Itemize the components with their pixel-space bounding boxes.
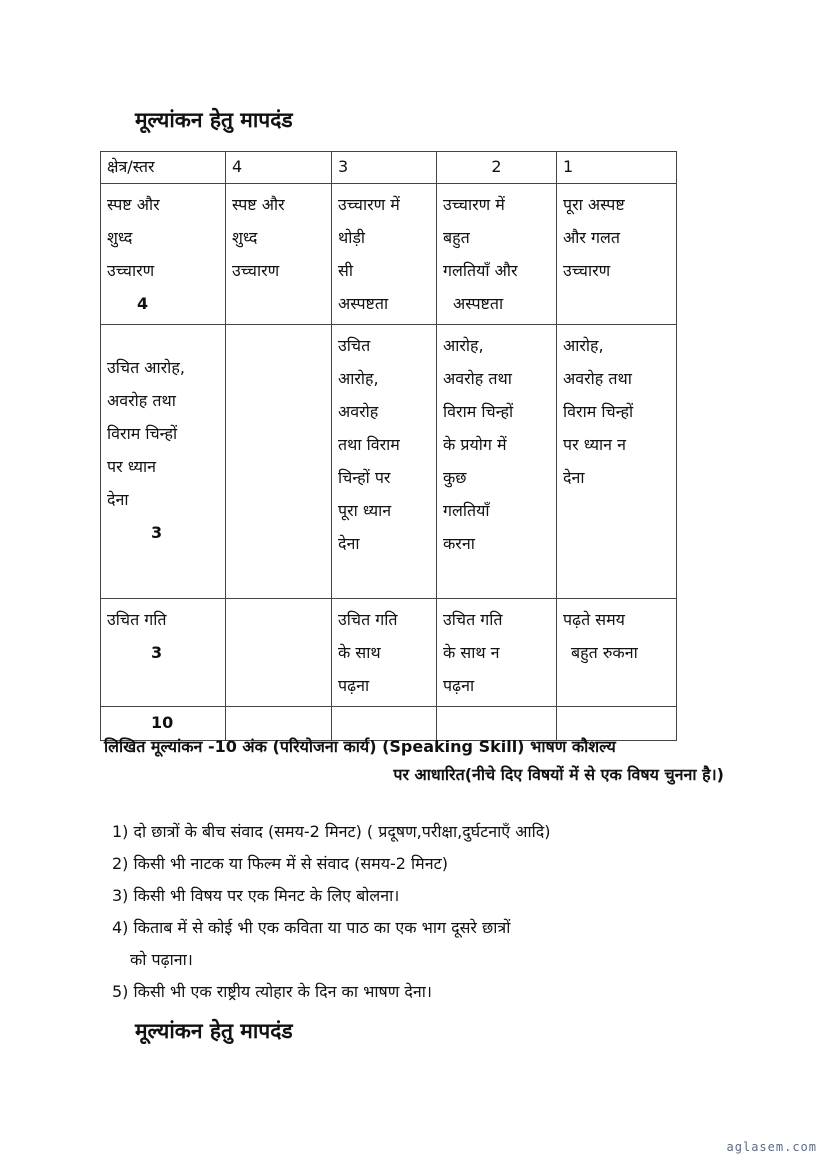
table-row [101, 599, 677, 707]
criterion-cell [101, 184, 226, 325]
list-item [112, 848, 722, 880]
table-header-row [101, 152, 677, 184]
level-2-cell [437, 184, 557, 325]
cell-line: शुध्द [107, 228, 133, 247]
cell-line: तथा विराम [338, 435, 400, 454]
list-number: 2) [112, 854, 129, 873]
cell-line: आरोह, [443, 336, 484, 355]
level-1-cell [557, 599, 677, 707]
cell-line: उच्चारण में [338, 195, 400, 214]
cell-line: के साथ न [443, 643, 500, 662]
cell-line: उचित गति [338, 610, 398, 629]
cell-line: के प्रयोग में [443, 435, 507, 454]
cell-line: गलतियाँ और [443, 261, 518, 280]
cell-line: उच्चारण [232, 261, 280, 280]
level-3-cell [332, 184, 437, 325]
level-3-cell [332, 325, 437, 599]
list-number: 3) [112, 886, 129, 905]
level-4-cell [226, 325, 332, 599]
header-cell: 3 [332, 152, 437, 184]
evaluation-criteria-table [100, 151, 677, 741]
cell-line: गलतियाँ [443, 501, 490, 520]
watermark: aglasem.com [726, 1140, 817, 1154]
cell-line: पूरा ध्यान [338, 501, 392, 520]
cell-line: देना [338, 534, 360, 553]
cell-line: पढ़ना [338, 676, 370, 695]
cell-line: विराम चिन्हों [563, 402, 634, 421]
cell-line: देना [107, 490, 129, 509]
level-2-cell [437, 599, 557, 707]
table-row [101, 325, 677, 599]
cell-line: स्पष्ट और [107, 195, 160, 214]
topics-list [112, 816, 722, 1008]
list-item [112, 880, 722, 912]
list-text: किसी भी एक राष्ट्रीय त्योहार के दिन का भाषण देना। [133, 982, 432, 1001]
cell-line: करना [443, 534, 475, 553]
cell-line: विराम चिन्हों [107, 424, 178, 443]
header-cell: 4 [226, 152, 332, 184]
cell-line: उचित गति [443, 610, 503, 629]
cell-line: उचित [338, 336, 371, 355]
cell-line: उच्चारण [563, 261, 611, 280]
cell-line: अवरोह तथा [107, 391, 176, 410]
cell-line: और गलत [563, 228, 620, 247]
cell-line: बहुत [443, 228, 470, 247]
written-evaluation-paragraph [104, 733, 724, 789]
criterion-marks: 4 [137, 294, 149, 313]
list-number: 1) [112, 822, 129, 841]
level-2-cell [437, 325, 557, 599]
cell-line: उच्चारण में [443, 195, 505, 214]
cell-line: सी [338, 261, 353, 280]
level-1-cell [557, 325, 677, 599]
table-row [101, 184, 677, 325]
cell-line: पढ़ते समय [563, 610, 625, 629]
paragraph-line-1: लिखित मूल्यांकन -10 अंक (परियोजना कार्य) (Speaking Skill) भाषण कौशल्य [104, 737, 616, 756]
cell-line: के साथ [338, 643, 381, 662]
cell-line: अवरोह तथा [443, 369, 512, 388]
list-text: किताब में से कोई भी एक कविता या पाठ का एक भाग दूसरे छात्रों [133, 918, 511, 937]
cell-line: अस्पष्टता [338, 294, 389, 313]
cell-line: शुध्द [232, 228, 258, 247]
cell-line: कुछ [443, 468, 467, 487]
criterion-marks: 3 [151, 643, 163, 662]
list-text-continued: को पढ़ाना। [130, 950, 193, 969]
cell-line: उचित आरोह, [107, 358, 185, 377]
criterion-cell [101, 599, 226, 707]
cell-line: स्पष्ट और [232, 195, 285, 214]
cell-line: पर ध्यान न [563, 435, 627, 454]
list-number: 5) [112, 982, 129, 1001]
level-4-cell [226, 184, 332, 325]
list-text: दो छात्रों के बीच संवाद (समय-2 मिनट) ( प्रदूषण,परीक्षा,दुर्घटनाएँ आदि) [133, 822, 551, 841]
cell-line: अवरोह तथा [563, 369, 632, 388]
header-cell: 2 [437, 152, 557, 184]
cell-line: आरोह, [563, 336, 604, 355]
cell-line: अस्पष्टता [453, 294, 504, 313]
list-text: किसी भी नाटक या फिल्म में से संवाद (समय-2 मिनट) [133, 854, 448, 873]
level-1-cell [557, 184, 677, 325]
level-4-cell [226, 599, 332, 707]
cell-line: देना [563, 468, 585, 487]
header-cell: 1 [557, 152, 677, 184]
cell-line: बहुत रुकना [571, 643, 638, 662]
header-cell: क्षेत्र/स्तर [101, 152, 226, 184]
cell-line: पूरा अस्पष्ट [563, 195, 625, 214]
cell-line: पढ़ना [443, 676, 475, 695]
criterion-cell [101, 325, 226, 599]
cell-line: विराम चिन्हों [443, 402, 514, 421]
level-3-cell [332, 599, 437, 707]
cell-line: पर ध्यान [107, 457, 157, 476]
total-marks: 10 [151, 713, 174, 732]
page-heading-bottom: मूल्यांकन हेतु मापदंड [135, 1019, 293, 1043]
cell-line: उचित गति [107, 610, 167, 629]
list-item [112, 912, 722, 976]
cell-line: थोड़ी [338, 228, 366, 247]
cell-line: आरोह, [338, 369, 379, 388]
page-heading-top: मूल्यांकन हेतु मापदंड [135, 108, 293, 132]
criterion-marks: 3 [151, 523, 163, 542]
cell-line: अवरोह [338, 402, 379, 421]
list-item [112, 816, 722, 848]
cell-line: चिन्हों पर [338, 468, 391, 487]
paragraph-line-2: पर आधारित(नीचे दिए विषयों में से एक विषय चुनना है।) [393, 765, 724, 784]
cell-line: उच्चारण [107, 261, 155, 280]
list-text: किसी भी विषय पर एक मिनट के लिए बोलना। [133, 886, 400, 905]
list-number: 4) [112, 918, 129, 937]
list-item [112, 976, 722, 1008]
